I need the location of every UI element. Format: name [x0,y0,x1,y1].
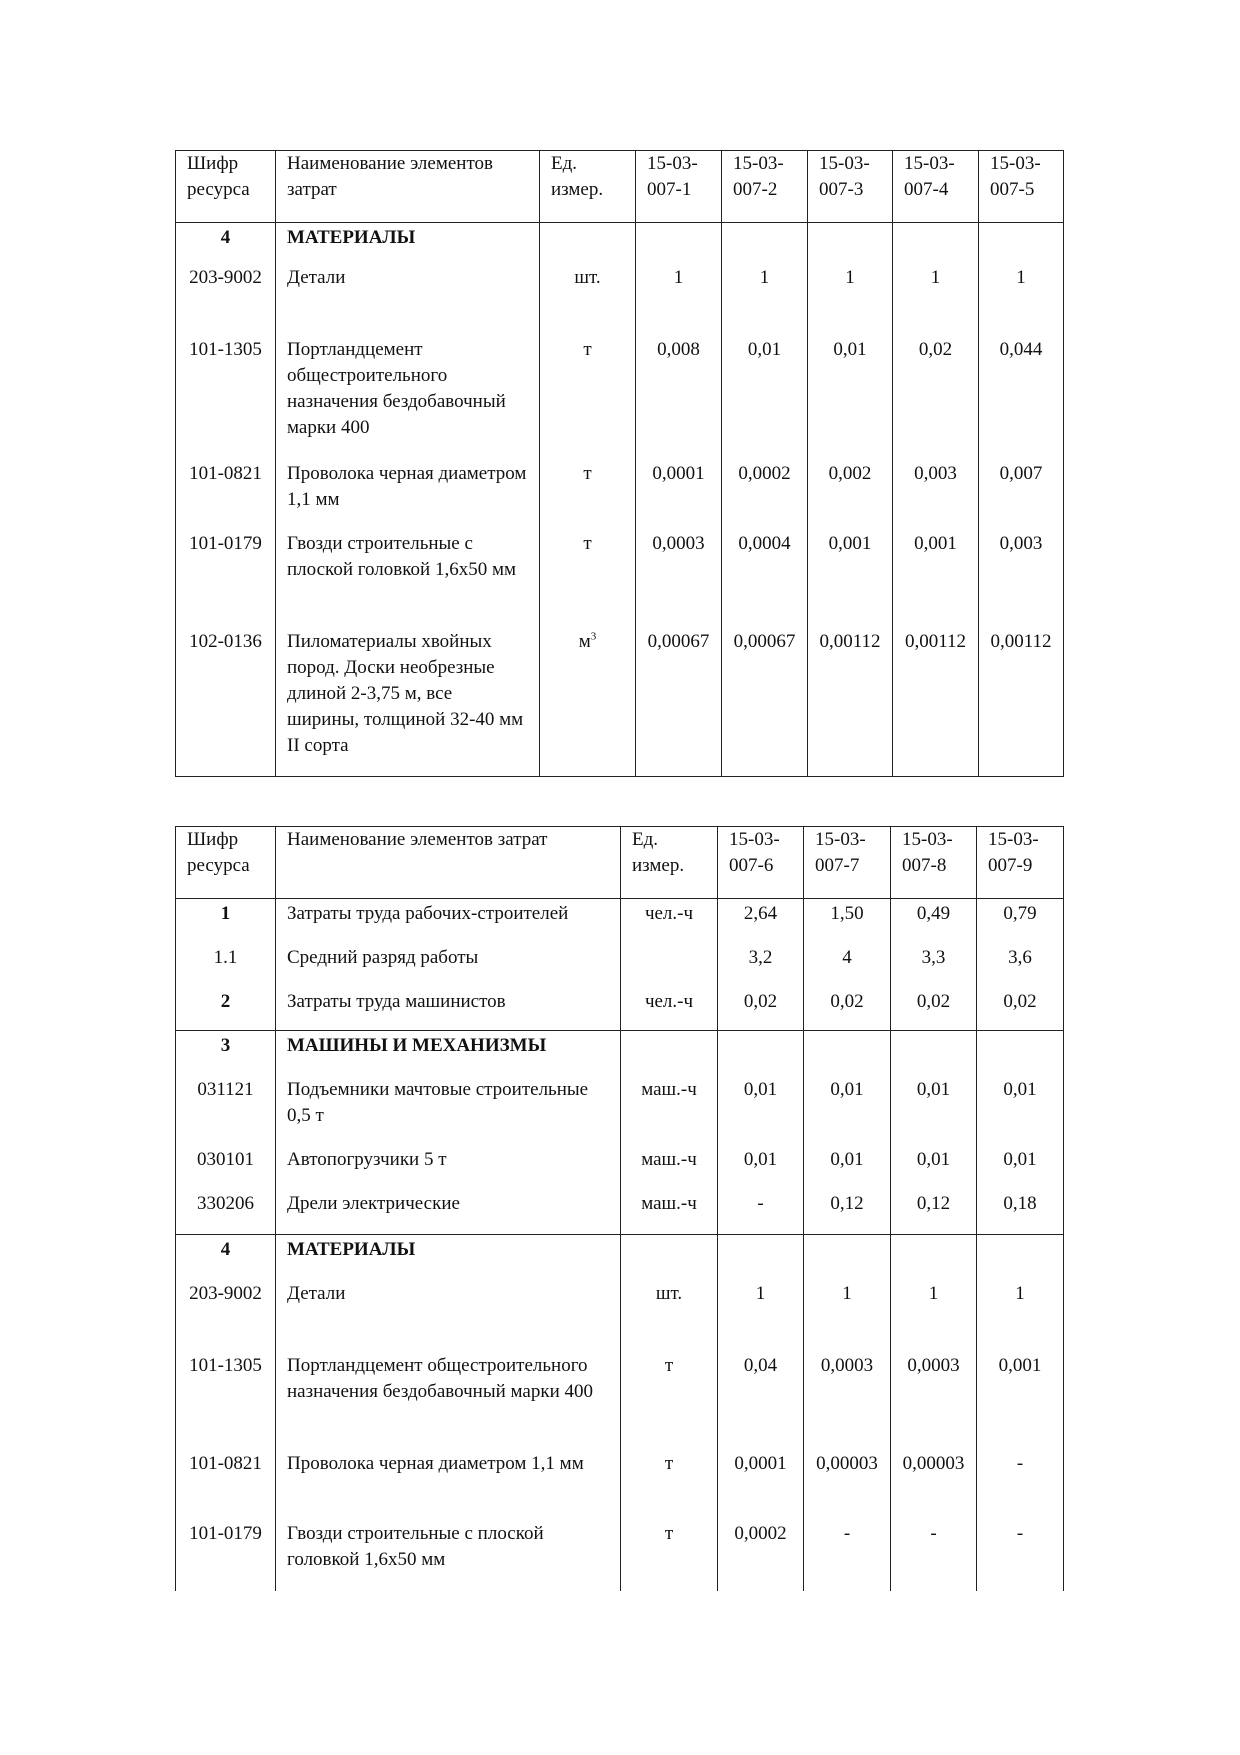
value-cell: 0,00067 [636,627,722,777]
name-cell: Автопогрузчики 5 т [276,1145,621,1189]
value-cell: 0,01 [977,1145,1064,1189]
code-cell: 3 [176,1031,276,1075]
value-cell: 4 [804,943,891,987]
value-cell: 2,64 [718,899,804,943]
table-row [176,1075,1064,1145]
value-cell: 0,01 [722,335,808,459]
value-cell: 0,00112 [979,627,1064,777]
value-cell: - [718,1189,804,1235]
name-cell: Пиломатериалы хвойных пород. Доски необрезные длиной 2-3,75 м, все ширины, толщиной 32-40 мм II сорта [276,627,540,777]
name-cell: Портландцемент общестроительного назначения бездобавочный марки 400 [276,1351,621,1449]
value-cell: 1 [804,1279,891,1351]
value-cell: 3,2 [718,943,804,987]
section-row [176,223,1064,263]
name-cell: Проволока черная диаметром 1,1 мм [276,1449,621,1519]
code-cell: 101-0179 [176,1519,276,1591]
header-cell: 15-03-007-7 [804,827,891,899]
value-cell: 0,0001 [636,459,722,529]
name-cell: МАШИНЫ И МЕХАНИЗМЫ [276,1031,621,1075]
value-cell: 1 [722,263,808,335]
value-cell: 1 [977,1279,1064,1351]
value-cell: 0,02 [977,987,1064,1031]
table-header-row [176,827,1064,899]
table-row [176,1279,1064,1351]
value-cell: 0,008 [636,335,722,459]
value-cell: 0,79 [977,899,1064,943]
unit-cell: т [621,1519,718,1591]
table-row [176,627,1064,777]
value-cell: 0,02 [718,987,804,1031]
name-cell: Проволока черная диаметром 1,1 мм [276,459,540,529]
header-cell: 15-03-007-4 [893,151,979,223]
value-cell: 1 [979,263,1064,335]
value-cell: 0,007 [979,459,1064,529]
unit-cell: чел.-ч [621,899,718,943]
value-cell: 0,002 [808,459,893,529]
value-cell: 0,0003 [804,1351,891,1449]
table-row [176,263,1064,335]
code-cell: 4 [176,223,276,263]
header-cell: Ед. измер. [621,827,718,899]
value-cell: 0,001 [977,1351,1064,1449]
value-cell: 0,0001 [718,1449,804,1519]
unit-cell [621,943,718,987]
header-cell: 15-03-007-3 [808,151,893,223]
table-row [176,529,1064,627]
unit-cell: т [540,529,636,627]
value-cell: 0,0002 [718,1519,804,1591]
code-cell: 1 [176,899,276,943]
code-cell: 330206 [176,1189,276,1235]
value-cell: 1 [893,263,979,335]
unit-cell: чел.-ч [621,987,718,1031]
header-cell: Наименование элементов затрат [276,151,540,223]
unit-cell [540,627,636,777]
name-cell: Дрели электрические [276,1189,621,1235]
value-cell: 0,12 [891,1189,977,1235]
value-cell: 0,003 [979,529,1064,627]
value-cell: 0,001 [893,529,979,627]
code-cell: 101-0179 [176,529,276,627]
table-row [176,987,1064,1031]
table-row [176,1145,1064,1189]
name-cell: Детали [276,263,540,335]
value-cell: 0,0003 [636,529,722,627]
name-cell: МАТЕРИАЛЫ [276,223,540,263]
code-cell: 203-9002 [176,263,276,335]
header-cell: 15-03-007-2 [722,151,808,223]
value-cell: 0,01 [804,1075,891,1145]
code-cell: 101-0821 [176,459,276,529]
table-header-row [176,151,1064,223]
unit-superscript: 3 [590,630,597,643]
unit-cell: т [621,1449,718,1519]
table-row [176,899,1064,943]
value-cell: 0,01 [718,1075,804,1145]
name-cell: Затраты труда машинистов [276,987,621,1031]
value-cell: 0,01 [804,1145,891,1189]
value-cell: 0,00067 [722,627,808,777]
resource-table-2 [175,826,1064,1591]
value-cell: 0,0004 [722,529,808,627]
code-cell: 101-1305 [176,335,276,459]
unit-cell: маш.-ч [621,1189,718,1235]
unit-cell: маш.-ч [621,1145,718,1189]
value-cell: 0,00003 [891,1449,977,1519]
unit-cell: т [540,459,636,529]
header-cell: Шифр ресурса [176,827,276,899]
header-cell: Наименование элементов затрат [276,827,621,899]
code-cell: 2 [176,987,276,1031]
code-cell: 031121 [176,1075,276,1145]
header-cell: 15-03-007-8 [891,827,977,899]
code-cell: 203-9002 [176,1279,276,1351]
header-cell: 15-03-007-9 [977,827,1064,899]
table-row [176,943,1064,987]
value-cell: - [891,1519,977,1591]
code-cell: 101-0821 [176,1449,276,1519]
table-row [176,1449,1064,1519]
name-cell: Затраты труда рабочих-строителей [276,899,621,943]
header-cell: Шифр ресурса [176,151,276,223]
section-row [176,1235,1064,1279]
code-cell: 030101 [176,1145,276,1189]
value-cell: 0,0003 [891,1351,977,1449]
name-cell: МАТЕРИАЛЫ [276,1235,621,1279]
name-cell: Детали [276,1279,621,1351]
name-cell: Гвозди строительные с плоской головкой 1,6x50 мм [276,529,540,627]
name-cell: Гвозди строительные с плоской головкой 1,6x50 мм [276,1519,621,1591]
value-cell: 1 [891,1279,977,1351]
table-row [176,335,1064,459]
name-cell: Подъемники мачтовые строительные 0,5 т [276,1075,621,1145]
value-cell: 0,02 [804,987,891,1031]
value-cell: - [804,1519,891,1591]
header-cell: 15-03-007-6 [718,827,804,899]
value-cell: 1 [636,263,722,335]
value-cell: 1 [718,1279,804,1351]
value-cell: 3,6 [977,943,1064,987]
name-cell: Средний разряд работы [276,943,621,987]
value-cell: - [977,1449,1064,1519]
code-cell: 4 [176,1235,276,1279]
code-cell: 1.1 [176,943,276,987]
unit-cell: шт. [621,1279,718,1351]
value-cell: 0,003 [893,459,979,529]
header-cell: 15-03-007-1 [636,151,722,223]
unit-cell: т [621,1351,718,1449]
value-cell: 0,01 [718,1145,804,1189]
value-cell: 0,044 [979,335,1064,459]
value-cell: 0,01 [891,1145,977,1189]
value-cell: 0,02 [891,987,977,1031]
code-cell: 102-0136 [176,627,276,777]
header-cell: 15-03-007-5 [979,151,1064,223]
value-cell: 0,001 [808,529,893,627]
value-cell: 3,3 [891,943,977,987]
value-cell: 1 [808,263,893,335]
unit-cell: маш.-ч [621,1075,718,1145]
name-cell: Портландцемент общестроительного назначения бездобавочный марки 400 [276,335,540,459]
code-cell: 101-1305 [176,1351,276,1449]
value-cell: 0,04 [718,1351,804,1449]
table-row [176,1351,1064,1449]
table-row [176,1189,1064,1235]
table-row [176,459,1064,529]
value-cell: 0,00112 [808,627,893,777]
section-row [176,1031,1064,1075]
value-cell: 0,00003 [804,1449,891,1519]
unit-cell: шт. [540,263,636,335]
resource-table-1 [175,150,1064,777]
value-cell: 1,50 [804,899,891,943]
value-cell: 0,01 [977,1075,1064,1145]
table-row [176,1519,1064,1591]
value-cell: 0,0002 [722,459,808,529]
unit-cell: т [540,335,636,459]
value-cell: 0,01 [808,335,893,459]
value-cell: 0,02 [893,335,979,459]
value-cell: 0,49 [891,899,977,943]
header-cell: Ед. измер. [540,151,636,223]
unit-text: м [578,630,591,652]
value-cell: 0,12 [804,1189,891,1235]
value-cell: 0,18 [977,1189,1064,1235]
value-cell: - [977,1519,1064,1591]
value-cell: 0,00112 [893,627,979,777]
value-cell: 0,01 [891,1075,977,1145]
